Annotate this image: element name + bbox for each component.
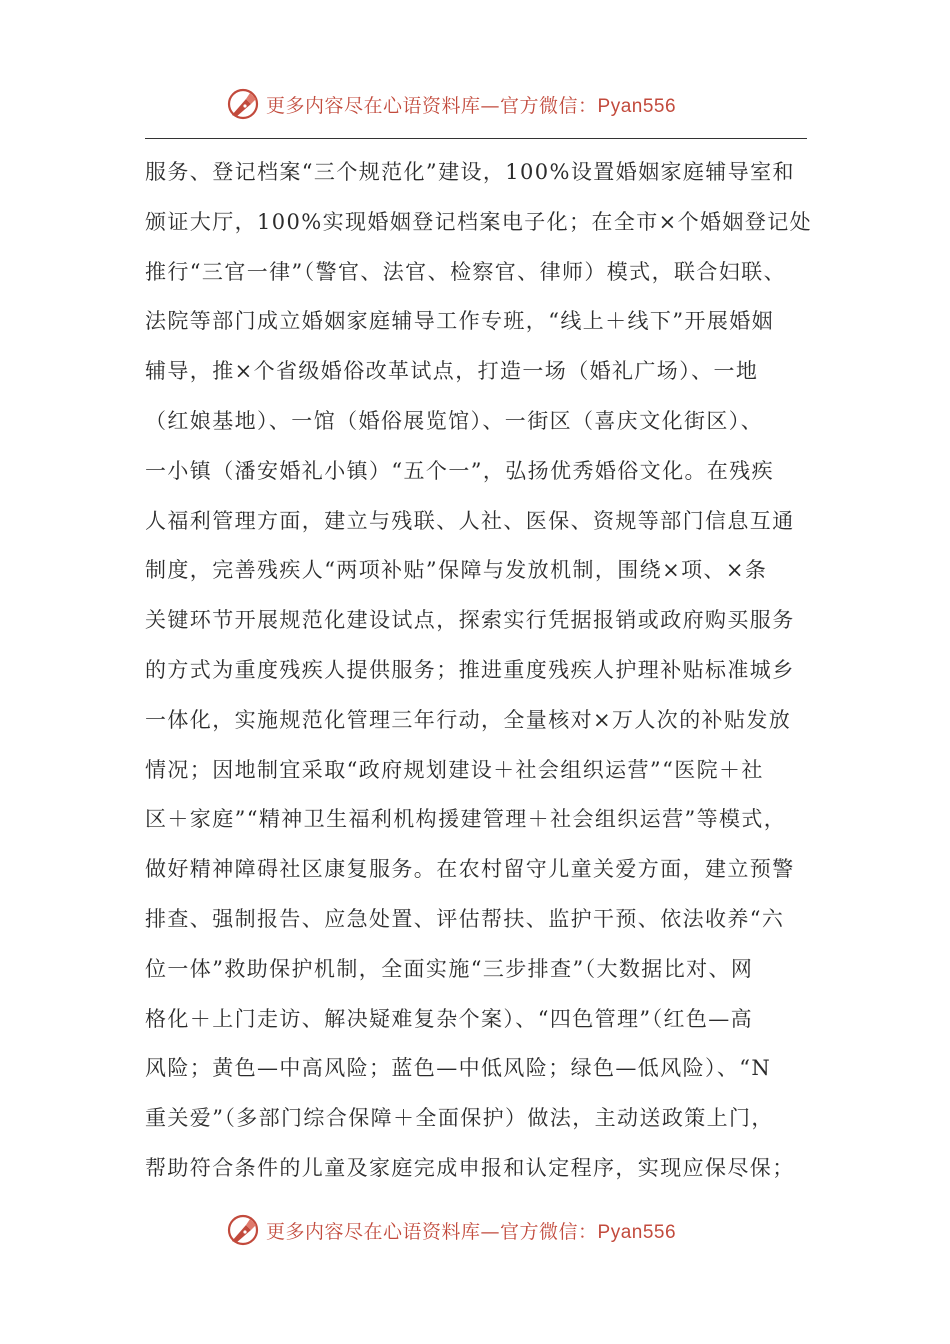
body-line: 做好精神障碍社区康复服务。在农村留守儿童关爱方面，建立预警 bbox=[145, 857, 795, 882]
body-line: （红娘基地）、一馆（婚俗展览馆）、一街区（喜庆文化街区）、 bbox=[145, 408, 764, 433]
body-line: 重关爱”（多部门综合保障＋全面保护）做法，主动送政策上门， bbox=[145, 1106, 774, 1131]
header-divider bbox=[145, 138, 807, 139]
document-body bbox=[145, 148, 817, 1194]
body-line: 法院等部门成立婚姻家庭辅导工作专班，“线上＋线下”开展婚姻 bbox=[145, 309, 775, 334]
pen-nib-circle-icon bbox=[226, 87, 260, 121]
body-line: 区＋家庭”“精神卫生福利机构援建管理＋社会组织运营”等模式， bbox=[145, 807, 787, 832]
body-line: 辅导，推×个省级婚俗改革试点，打造一场（婚礼广场）、一地 bbox=[145, 359, 759, 384]
body-line: 情况；因地制宜采取“政府规划建设＋社会组织运营”“医院＋社 bbox=[145, 757, 764, 782]
body-line: 人福利管理方面，建立与残联、人社、医保、资规等部门信息互通 bbox=[145, 508, 795, 533]
page-footer-banner bbox=[226, 1210, 786, 1250]
body-line: 位一体”救助保护机制，全面实施“三步排查”（大数据比对、网 bbox=[145, 956, 754, 981]
body-line: 推行“三官一律”（警官、法官、检察官、律师）模式，联合妇联、 bbox=[145, 259, 786, 284]
body-line: 帮助符合条件的儿童及家庭完成申报和认定程序，实现应保尽保； bbox=[145, 1155, 795, 1180]
body-line: 一体化，实施规范化管理三年行动，全量核对×万人次的补贴发放 bbox=[145, 707, 792, 732]
body-line: 一小镇（潘安婚礼小镇）“五个一”，弘扬优秀婚俗文化。在残疾 bbox=[145, 458, 775, 483]
body-line: 颁证大厅，100%实现婚姻登记档案电子化；在全市×个婚姻登记处 bbox=[145, 209, 813, 234]
page-header-banner bbox=[226, 84, 786, 124]
body-line: 关键环节开展规范化建设试点，探索实行凭据报销或政府购买服务 bbox=[145, 608, 795, 633]
body-line: 格化＋上门走访、解决疑难复杂个案）、“四色管理”（红色—高 bbox=[145, 1006, 754, 1031]
header-brand-text: 更多内容尽在心语资料库—官方微信：Pyan556 bbox=[266, 94, 677, 117]
header-wechat-id: Pyan556 bbox=[597, 95, 677, 117]
body-line: 排查、强制报告、应急处置、评估帮扶、监护干预、依法收养“六 bbox=[145, 906, 785, 931]
footer-brand-text: 更多内容尽在心语资料库—官方微信：Pyan556 bbox=[266, 1220, 677, 1243]
body-line: 风险；黄色—中高风险；蓝色—中低风险；绿色—低风险）、“N bbox=[145, 1056, 772, 1081]
pen-nib-circle-icon bbox=[226, 1213, 260, 1247]
body-line: 制度，完善残疾人“两项补贴”保障与发放机制，围绕×项、×条 bbox=[145, 558, 768, 583]
body-line: 服务、登记档案“三个规范化”建设，100%设置婚姻家庭辅导室和 bbox=[145, 160, 795, 184]
footer-wechat-id: Pyan556 bbox=[597, 1221, 677, 1243]
body-line: 的方式为重度残疾人提供服务；推进重度残疾人护理补贴标准城乡 bbox=[145, 657, 795, 682]
